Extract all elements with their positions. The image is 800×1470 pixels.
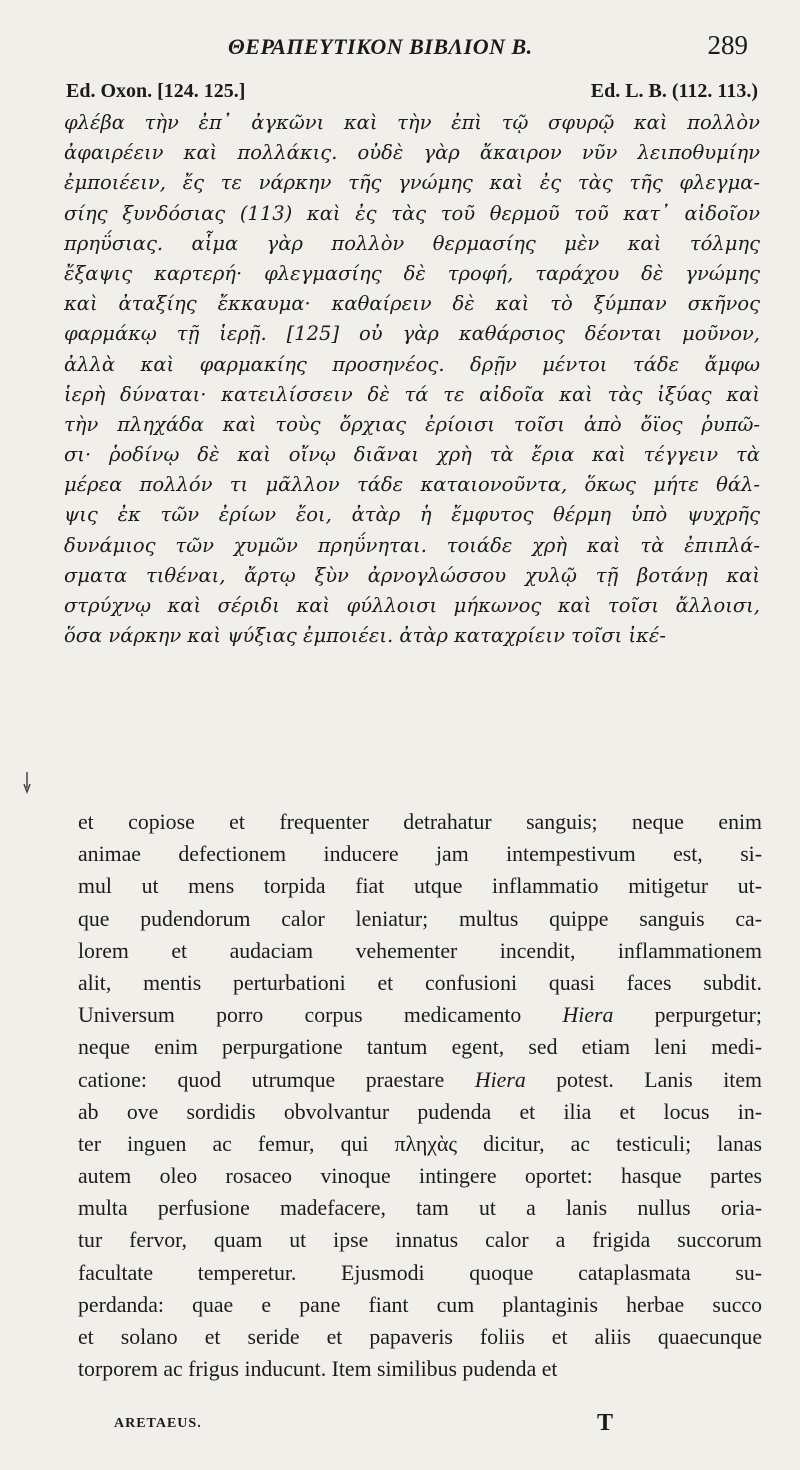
greek-line: ἐμποιέειν, ἔς τε νάρκην τῆς γνώμης καὶ ἐς τὰς τῆς φλεγμα- [64,171,760,195]
greek-line: μέρεα πολλόν τι μᾶλλον τάδε καταιονοῦντα, ὅκως μήτε θάλ- [64,473,760,497]
latin-line: perdanda: quae e pane fiant cum plantaginis herbae succo [78,1292,762,1317]
latin-line: Universum porro corpus medicamento Hiera perpurgetur; [78,1003,762,1028]
greek-line: σι· ῥοδίνῳ δὲ καὶ οἴνῳ διᾶναι χρὴ τὰ ἔρια καὶ τέγγειν τὰ [64,443,760,467]
latin-line: ab ove sordidis obvolvantur pudenda et ilia et locus in- [78,1099,762,1124]
greek-line: ἔξαψις καρτερή· φλεγμασίης δὲ τροφή, ταράχου δὲ γνώμης [64,261,760,285]
latin-line: catione: quod utrumque praestare Hiera potest. Lanis item [78,1067,762,1092]
latin-line: et copiose et frequenter detrahatur sanguis; neque enim [78,810,762,834]
edition-oxon: Ed. Oxon. [124. 125.] [66,80,246,102]
greek-line: ἀφαιρέειν καὶ πολλάκις. οὐδὲ γὰρ ἄκαιρον νῦν λειποθυμίην [64,141,760,165]
latin-line: que pudendorum calor leniatur; multus quippe sanguis ca- [78,906,762,931]
greek-line: σματα τιθέναι, ἄρτῳ ξὺν ἀρνογλώσσου χυλῷ τῇ βοτάνῃ καὶ [64,563,760,587]
latin-line: autem oleo rosaceo vinoque intingere oportet: hasque partes [78,1164,762,1189]
greek-line: ψις ἐκ τῶν ἐρίων ἔοι, ἀτὰρ ἡ ἔμφυτος θέρμη ὑπὸ ψυχρῆς [64,503,760,527]
greek-line: δυνάμιος τῶν χυμῶν πρηΰνηται. τοιάδε χρὴ καὶ τὰ ἐπιπλά- [64,533,760,557]
greek-line: τὴν πληχάδα καὶ τοὺς ὄρχιας ἐρίοισι τοῖσι ἀπὸ ὄϊος ῥυπῶ- [64,412,760,436]
greek-line: σίης ξυνδόσιας (113) καὶ ἐς τὰς τοῦ θερμοῦ τοῦ κατ᾽ αἰδοῖον [64,201,760,225]
latin-line: animae defectionem inducere jam intempestivum est, si- [78,842,762,867]
latin-line: lorem et audaciam vehementer incendit, inflammationem [78,938,762,963]
greek-line: καὶ ἀταξίης ἔκκαυμα· καθαίρειν δὲ καὶ τὸ ξύμπαν σκῆνος [64,292,760,316]
greek-line: στρύχνῳ καὶ σέριδι καὶ φύλλοισι μήκωνος καὶ τοῖσι ἄλλοισι, [64,594,760,617]
latin-line: multa perfusione madefacere, tam ut a lanis nullus oria- [78,1196,762,1221]
greek-line: φλέβα τὴν ἐπ᾽ ἀγκῶνι καὶ τὴν ἐπὶ τῷ σφυρῷ καὶ πολλὸν [64,111,760,134]
greek-text-block [64,108,760,651]
latin-translation-block [78,806,762,1385]
latin-line: alit, mentis perturbationi et confusioni quasi faces subdit. [78,970,762,995]
latin-line: torporem ac frigus inducunt. Item similibus pudenda et [78,1357,558,1382]
latin-line: facultate temperetur. Ejusmodi quoque cataplasmata su- [78,1260,762,1285]
latin-line: mul ut mens torpida fiat utque inflammatio mitigetur ut- [78,874,762,899]
page-footer [0,1410,800,1450]
edition-lb: Ed. L. B. (112. 113.) [590,80,758,102]
latin-line: et solano et seride et papaveris foliis et aliis quaecunque [78,1325,762,1349]
footer-author: ARETAEUS. [114,1416,202,1431]
greek-line: πρηΰσιας. αἷμα γὰρ πολλὸν θερμασίης μὲν καὶ τόλμης [64,231,760,255]
latin-line: tur fervor, quam ut ipse innatus calor a frigida succorum [78,1228,762,1253]
page-number: 289 [707,30,748,60]
running-head [0,28,800,68]
greek-line: ἀλλὰ καὶ φαρμακίης προσηνέος. δρῇν μέντοι τάδε ἄμφω [64,352,760,376]
margin-mark-icon [22,770,32,800]
latin-line: ter inguen ac femur, qui πληχὰς dicitur, ac testiculi; lanas [78,1131,762,1156]
signature-mark: T [597,1410,614,1436]
running-title: ΘΕΡΑΠΕΥΤΙΚΟΝ ΒΙΒΛΙΟΝ Β. [228,34,533,59]
greek-line: ἱερὴ δύναται· κατειλίσσειν δὲ τά τε αἰδοῖα καὶ τὰς ἰξύας καὶ [64,382,760,406]
edition-references [0,80,800,108]
greek-line: ὅσα νάρκην καὶ ψύξιας ἐμποιέει. ἀτὰρ καταχρίειν τοῖσι ἰκέ- [64,624,666,648]
greek-line: φαρμάκῳ τῇ ἱερῇ. [125] οὐ γὰρ καθάρσιος δέονται μοῦνον, [64,322,760,346]
latin-line: neque enim perpurgatione tantum egent, sed etiam leni medi- [78,1035,762,1060]
